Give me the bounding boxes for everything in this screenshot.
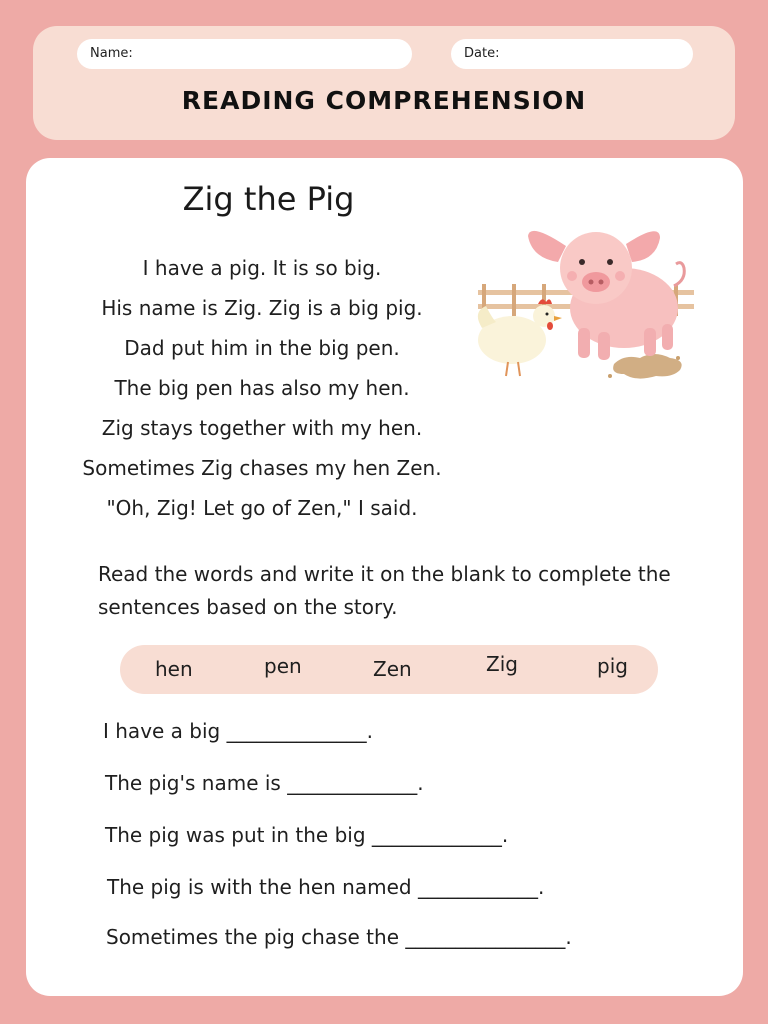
story-line: The big pen has also my hen. [114,376,410,400]
pig-and-hen-illustration [474,216,698,398]
name-label: Name: [90,46,133,61]
fill-in-sentence[interactable]: I have a big ______________. [103,719,373,743]
story-text [66,248,458,528]
pig-icon [528,231,684,360]
hen-icon [478,299,562,376]
word-bank-item: hen [155,657,193,681]
story-line: I have a pig. It is so big. [142,256,382,280]
word-bank [120,645,658,694]
story-line: Dad put him in the big pen. [124,336,400,360]
date-label: Date: [464,46,500,61]
story-line: Zig stays together with my hen. [101,416,423,440]
date-field[interactable] [451,39,693,69]
word-bank-item: pig [597,654,628,678]
fill-in-sentence[interactable]: The pig's name is _____________. [105,771,424,795]
story-line: "Oh, Zig! Let go of Zen," I said. [106,496,418,520]
fill-in-sentence[interactable]: Sometimes the pig chase the ________________. [106,925,572,949]
header-card [33,26,735,140]
fill-in-sentence[interactable]: The pig is with the hen named ____________. [107,875,545,899]
story-line: His name is Zig. Zig is a big pig. [101,296,423,320]
story-title: Zig the Pig [182,180,355,218]
word-bank-item: Zig [486,652,518,676]
word-bank-item: pen [264,654,302,678]
story-line: Sometimes Zig chases my hen Zen. [82,456,442,480]
mud-puddle-icon [608,354,682,379]
word-bank-item: Zen [373,657,412,681]
worksheet-body [26,158,743,996]
fill-in-sentence[interactable]: The pig was put in the big _____________. [105,823,509,847]
name-field[interactable] [77,39,412,69]
worksheet-title: READING COMPREHENSION [181,86,587,115]
exercise-instruction: Read the words and write it on the blank to complete the sentences based on the story. [98,562,671,619]
